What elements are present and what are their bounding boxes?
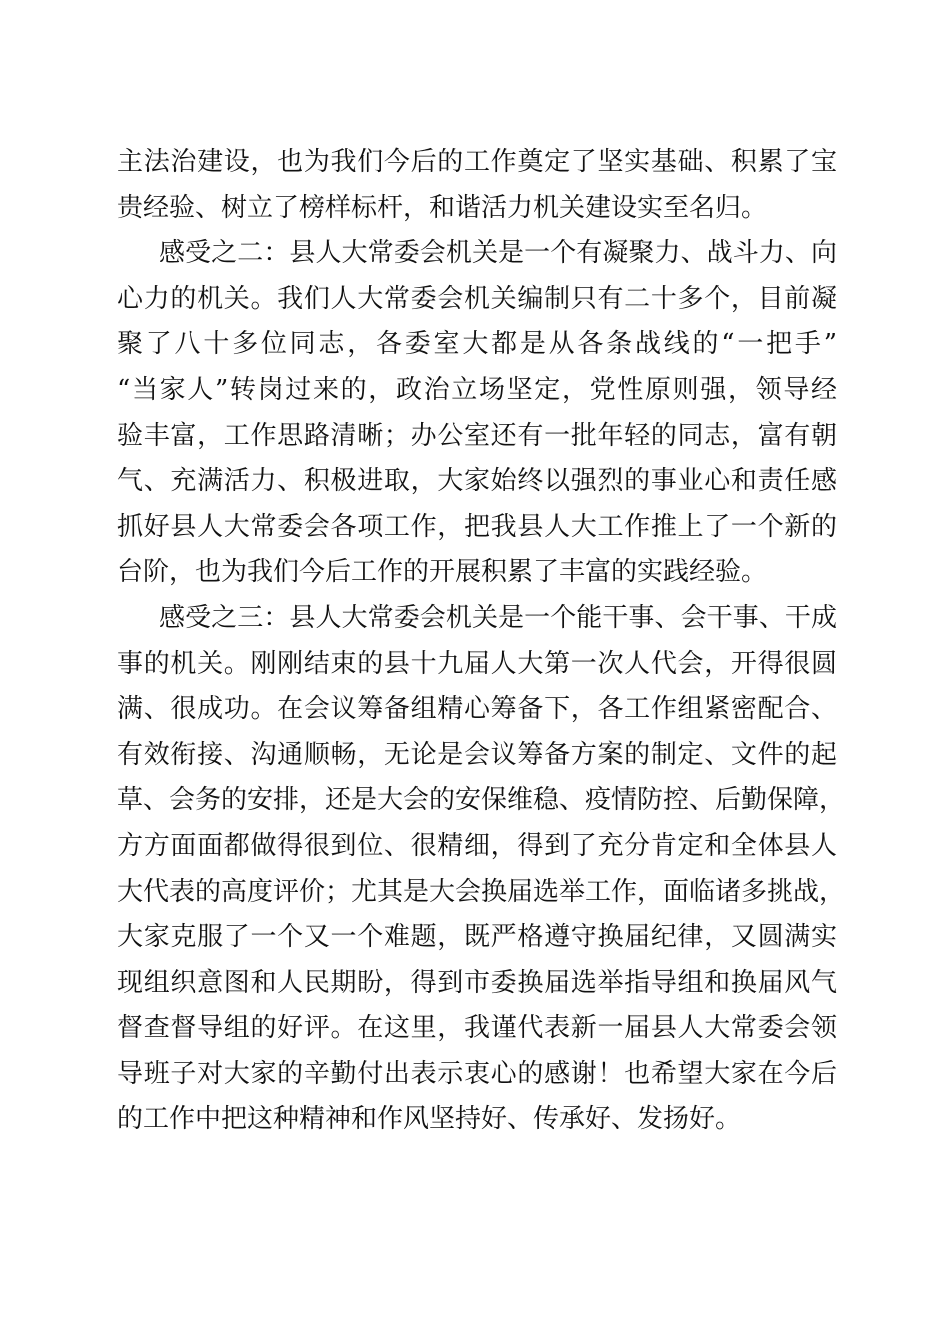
body-line: 抓好县人大常委会各项工作，把我县人大工作推上了一个新的	[117, 511, 837, 542]
body-line: 方方面面都做得很到位、很精细，得到了充分肯定和全体县人	[117, 830, 837, 861]
body-line: 气、充满活力、积极进取，大家始终以强烈的事业心和责任感	[117, 466, 837, 497]
body-line: 满、很成功。在会议筹备组精心筹备下，各工作组紧密配合、	[117, 694, 837, 725]
body-line: 大家克服了一个又一个难题，既严格遵守换届纪律，又圆满实	[117, 922, 837, 953]
body-line: 贵经验、树立了榜样标杆，和谐活力机关建设实至名归。	[117, 192, 768, 223]
body-line: “当家人”转岗过来的，政治立场坚定，党性原则强，领导经	[117, 374, 837, 405]
body-line: 督查督导组的好评。在这里，我谨代表新一届县人大常委会领	[117, 1013, 837, 1044]
body-line: 草、会务的安排，还是大会的安保维稳、疫情防控、后勤保障，	[117, 785, 846, 816]
body-line: 有效衔接、沟通顺畅，无论是会议筹备方案的制定、文件的起	[117, 739, 837, 770]
body-line: 导班子对大家的辛勤付出表示衷心的感谢！也希望大家在今后	[117, 1058, 837, 1089]
paragraph-first-line: 感受之二：县人大常委会机关是一个有凝聚力、战斗力、向	[159, 238, 837, 269]
body-line: 的工作中把这种精神和作风坚持好、传承好、发扬好。	[117, 1104, 742, 1135]
body-line: 大代表的高度评价；尤其是大会换届选举工作，面临诸多挑战，	[117, 876, 846, 907]
body-line: 事的机关。刚刚结束的县十九届人大第一次人代会，开得很圆	[117, 648, 837, 679]
body-line: 心力的机关。我们人大常委会机关编制只有二十多个，目前凝	[117, 283, 837, 314]
body-line: 台阶，也为我们今后工作的开展积累了丰富的实践经验。	[117, 557, 768, 588]
document-body	[117, 140, 846, 1143]
body-line: 现组织意图和人民期盼，得到市委换届选举指导组和换届风气	[117, 967, 837, 998]
paragraph-first-line: 感受之三：县人大常委会机关是一个能干事、会干事、干成	[159, 602, 837, 633]
body-line: 验丰富，工作思路清晰；办公室还有一批年轻的同志，富有朝	[117, 420, 837, 451]
body-line: 聚了八十多位同志，各委室大都是从各条战线的“一把手”	[117, 329, 837, 360]
body-line: 主法治建设，也为我们今后的工作奠定了坚实基础、积累了宝	[117, 147, 837, 177]
